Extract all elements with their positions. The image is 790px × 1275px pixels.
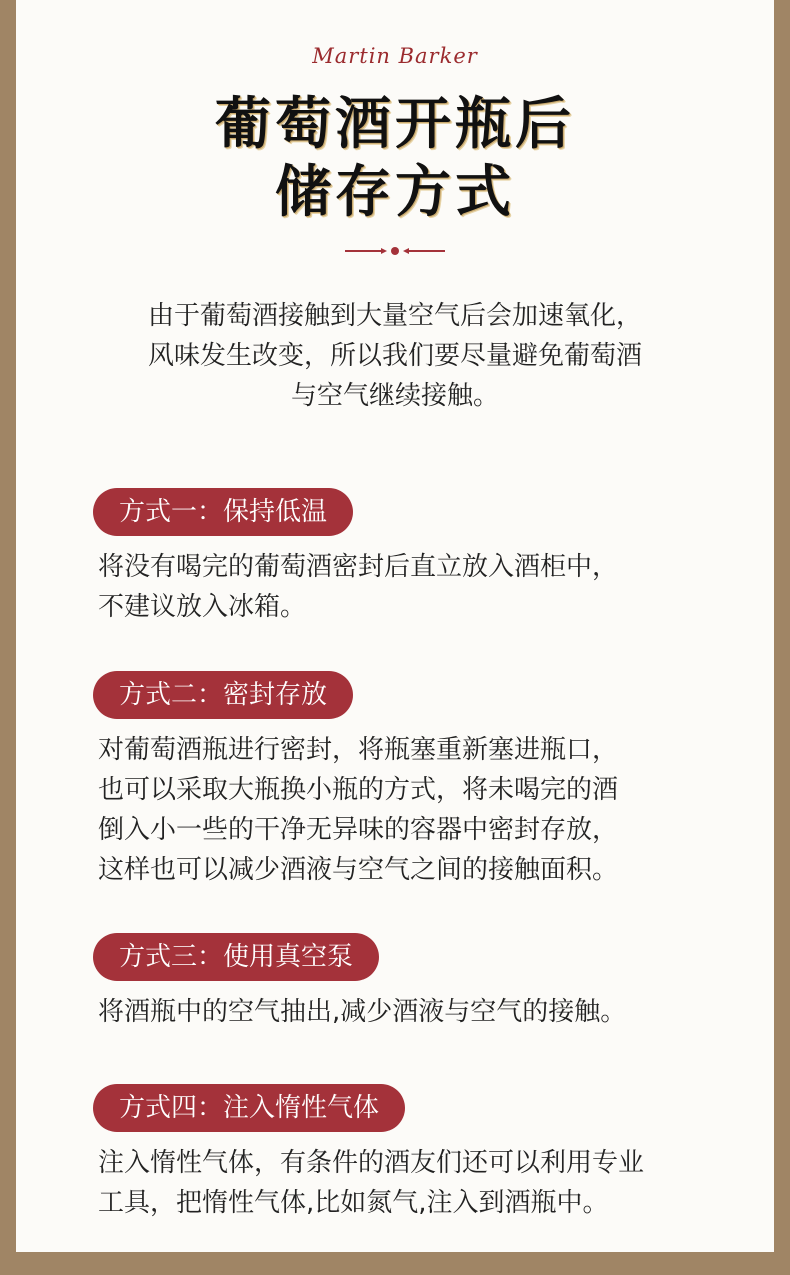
- section-3-heading: 方式三：使用真空泵: [93, 933, 379, 981]
- ornament-divider: [345, 244, 445, 258]
- page-title-line-1: 葡萄酒开瓶后: [215, 91, 575, 157]
- section-2-heading: 方式二：密封存放: [93, 671, 353, 719]
- page-title-line-2: 储存方式: [275, 159, 515, 225]
- section-line: 这样也可以减少酒液与空气之间的接触面积。: [98, 855, 619, 885]
- section-4-body: [98, 1143, 738, 1223]
- section-line: 也可以采取大瓶换小瓶的方式，将未喝完的酒: [98, 775, 619, 805]
- intro-line: 与空气继续接触。: [290, 381, 499, 411]
- section-3-body: [98, 992, 738, 1032]
- section-line: 倒入小一些的干净无异味的容器中密封存放，: [98, 815, 619, 845]
- section-line: 将没有喝完的葡萄酒密封后直立放入酒柜中，: [98, 552, 619, 582]
- section-1-heading: 方式一：保持低温: [93, 488, 353, 536]
- intro-line: 由于葡萄酒接触到大量空气后会加速氧化，: [147, 301, 642, 331]
- intro-line: 风味发生改变，所以我们要尽量避免葡萄酒: [147, 341, 642, 371]
- section-2-body: [98, 730, 738, 890]
- intro-paragraph: [80, 296, 710, 416]
- section-line: 将酒瓶中的空气抽出,减少酒液与空气的接触。: [98, 997, 627, 1027]
- section-line: 注入惰性气体，有条件的酒友们还可以利用专业: [98, 1148, 645, 1178]
- brand-logo-text: Martin Barker: [312, 44, 478, 68]
- section-line: 工具，把惰性气体,比如氮气,注入到酒瓶中。: [98, 1188, 609, 1218]
- section-line: 不建议放入冰箱。: [98, 592, 307, 622]
- section-1-body: [98, 547, 738, 627]
- section-4-heading: 方式四：注入惰性气体: [93, 1084, 405, 1132]
- section-line: 对葡萄酒瓶进行密封，将瓶塞重新塞进瓶口，: [98, 735, 619, 765]
